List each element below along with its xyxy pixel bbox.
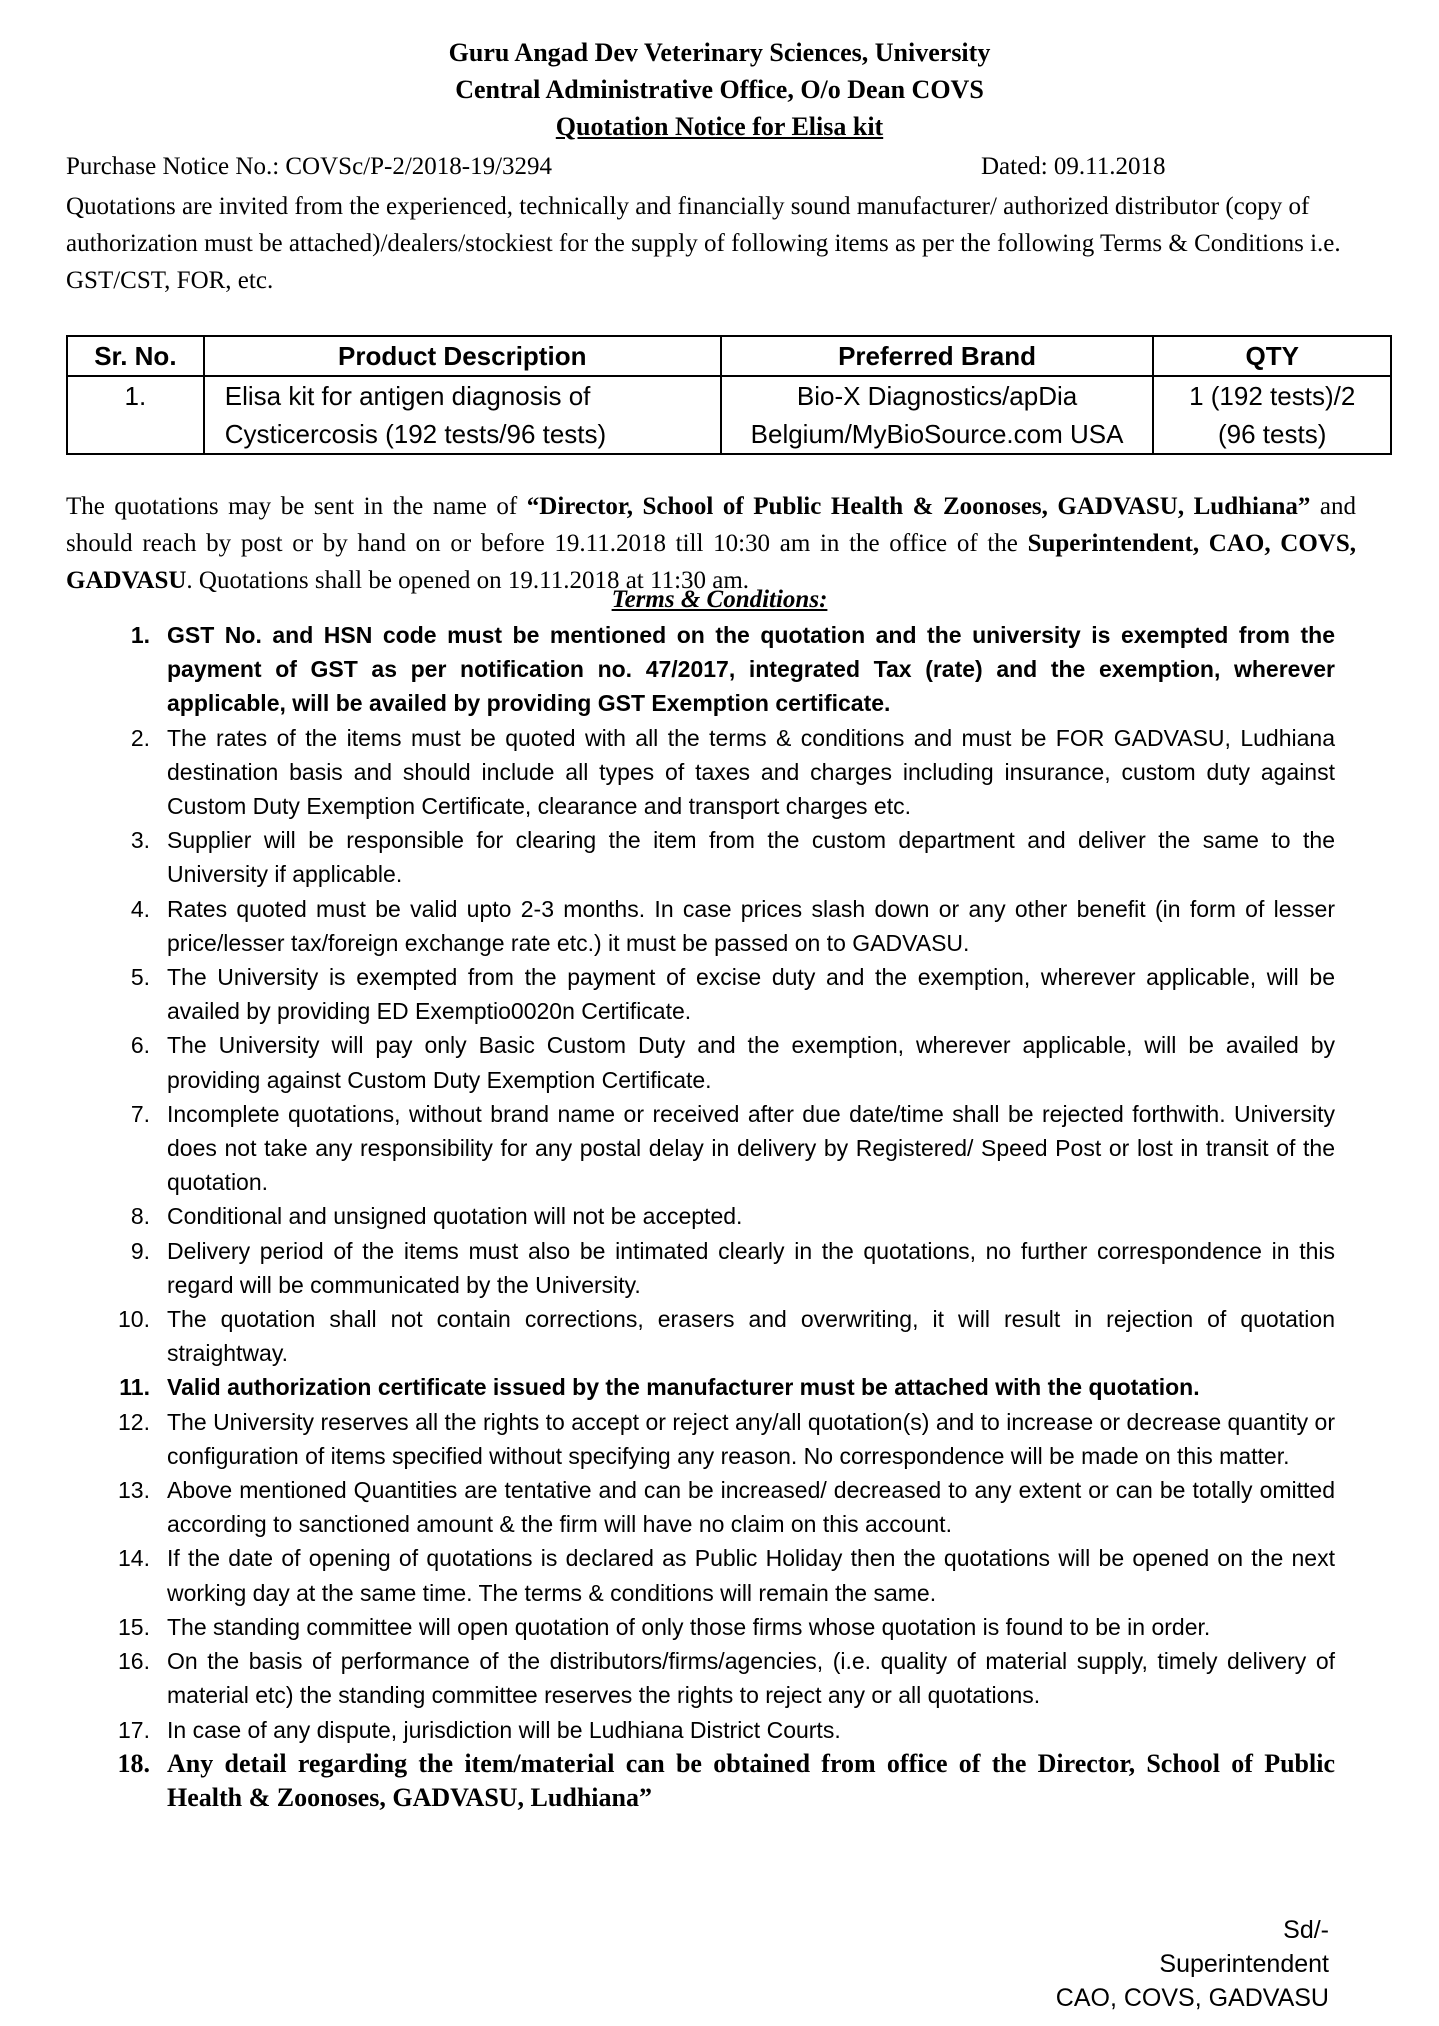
term-number: 5. <box>130 964 150 991</box>
term-text: The quotation shall not contain corrections, erasers and overwriting, it will result in rejection of quotation straightway. <box>167 1306 1335 1367</box>
list-item <box>110 823 1335 891</box>
term-number: 12. <box>118 1408 150 1435</box>
term-text: On the basis of performance of the distributors/firms/agencies, (i.e. quality of material supply, timely delivery of material etc) the standing committee reserves the rights to reject any or all quotations. <box>167 1648 1335 1709</box>
term-text: Supplier will be responsible for clearing the item from the custom department and deliver the same to the University if applicable. <box>167 827 1335 888</box>
intro-paragraph: Quotations are invited from the experienced, technically and financially sound manufacturer/ authorized distributor (copy of authorization must be attached)/dealers/stockiest for the supply of following items as per the following Terms & Conditions i.e. GST/CST, FOR, etc. <box>66 193 1341 294</box>
cell-qty <box>1153 376 1391 454</box>
list-item <box>110 1610 1335 1644</box>
term-text: Conditional and unsigned quotation will not be accepted. <box>167 1203 743 1230</box>
header-qty: QTY <box>1153 336 1391 376</box>
term-number: 3. <box>130 827 150 854</box>
term-number: 16. <box>118 1648 150 1675</box>
term-number: 17. <box>118 1716 150 1743</box>
list-item <box>110 1028 1335 1096</box>
para-text: The quotations may be sent in the name of <box>66 493 527 520</box>
list-item <box>110 1199 1335 1233</box>
term-number: 15. <box>118 1613 150 1640</box>
list-item <box>110 960 1335 1028</box>
term-text: Above mentioned Quantities are tentative and can be increased/ decreased to any extent or can be totally omitted according to sanctioned amount & the firm will have no claim on this account. <box>167 1477 1335 1538</box>
table-row <box>67 376 1391 454</box>
list-item <box>110 1405 1335 1473</box>
cell-sr-no: 1. <box>67 376 204 454</box>
list-item <box>110 1541 1335 1609</box>
term-text: Any detail regarding the item/material can be obtained from office of the Director, School of Public Health & Zoonoses, GADVASU, Ludhiana” <box>167 1748 1335 1812</box>
notice-date: Dated: 09.11.2018 <box>981 153 1166 180</box>
university-name: Guru Angad Dev Veterinary Sciences, University <box>448 38 991 67</box>
office-name: Central Administrative Office, O/o Dean COVS <box>455 75 984 104</box>
brand-line: Bio-X Diagnostics/apDia <box>796 381 1078 411</box>
header-product-description: Product Description <box>204 336 721 376</box>
signature-mark: Sd/- <box>1283 1916 1329 1944</box>
list-item <box>110 892 1335 960</box>
header-sr-no: Sr. No. <box>67 336 204 376</box>
term-number: 11. <box>119 1374 150 1401</box>
qty-line: 1 (192 tests)/2 <box>1189 381 1356 411</box>
term-number: 6. <box>130 1032 150 1059</box>
term-text: Rates quoted must be valid upto 2-3 months. In case prices slash down or any other benefit (in form of lesser price/lesser tax/foreign exchange rate etc.) it must be passed on to GADVASU. <box>167 895 1335 956</box>
signatory-office: CAO, COVS, GADVASU <box>1055 1984 1329 2012</box>
notice-row <box>66 153 1366 181</box>
term-number: 2. <box>130 724 150 751</box>
purchase-notice-number: Purchase Notice No.: COVSc/P-2/2018-19/3294 <box>66 153 553 180</box>
term-number: 10. <box>118 1306 150 1333</box>
list-item <box>110 1370 1335 1404</box>
term-number: 14. <box>118 1545 150 1572</box>
term-text: Valid authorization certificate issued by the manufacturer must be attached with the quotation. <box>167 1374 1200 1401</box>
list-item <box>110 618 1335 721</box>
term-number: 1. <box>130 622 150 648</box>
para-text: and should reach by post or by hand on or before 19.11.2018 till 10:30 am in the office of the <box>66 493 1356 557</box>
term-number: 9. <box>130 1237 150 1264</box>
submission-paragraph <box>66 488 1356 599</box>
addressee-name: “Director, School of Public Health & Zoonoses, GADVASU, Ludhiana” <box>526 493 1311 520</box>
term-text: If the date of opening of quotations is declared as Public Holiday then the quotations will be opened on the next working day at the same time. The terms & conditions will remain the same. <box>167 1545 1335 1606</box>
cell-preferred-brand <box>721 376 1154 454</box>
product-description-line: Cysticercosis (192 tests/96 tests) <box>224 419 607 449</box>
office-addressee: Superintendent, CAO, COVS, GADVASU <box>66 530 1356 594</box>
header-preferred-brand: Preferred Brand <box>721 336 1154 376</box>
term-number: 18. <box>117 1748 150 1778</box>
term-text: The rates of the items must be quoted with all the terms & conditions and must be FOR GADVASU, Ludhiana destination basis and should include all types of taxes and charges including insurance, custom duty against Custom Duty Exemption Certificate, clearance and transport charges etc. <box>167 724 1335 820</box>
list-item <box>110 721 1335 824</box>
list-item <box>110 1644 1335 1712</box>
brand-line: Belgium/MyBioSource.com USA <box>750 419 1124 449</box>
term-text: The standing committee will open quotation of only those firms whose quotation is found to be in order. <box>167 1613 1211 1640</box>
product-description-line: Elisa kit for antigen diagnosis of <box>224 381 591 411</box>
term-text: The University reserves all the rights to accept or reject any/all quotation(s) and to increase or decrease quantity or configuration of items specified without specifying any reason. No correspondence will be made on this matter. <box>167 1408 1335 1469</box>
term-text: Incomplete quotations, without brand name or received after due date/time shall be rejected forthwith. University does not take any responsibility for any postal delay in delivery by Registered/ Speed Post or lost in transit of the quotation. <box>167 1100 1335 1196</box>
para-text: . Quotations shall be opened on 19.11.2018 at 11:30 am. <box>186 567 750 594</box>
term-text: GST No. and HSN code must be mentioned on the quotation and the university is exempted from the payment of GST as per notification no. 47/2017, integrated Tax (rate) and the exemption, wherever applicable, will be availed by providing GST Exemption certificate. <box>167 622 1335 717</box>
list-item <box>110 1473 1335 1541</box>
signatory-title: Superintendent <box>1159 1950 1329 1978</box>
term-text: The University will pay only Basic Custom Duty and the exemption, wherever applicable, will be availed by providing against Custom Duty Exemption Certificate. <box>167 1032 1335 1093</box>
list-item <box>110 1302 1335 1370</box>
table-header-row <box>67 336 1391 376</box>
list-item <box>110 1234 1335 1302</box>
list-item <box>110 1097 1335 1200</box>
term-number: 8. <box>130 1203 150 1230</box>
term-text: Delivery period of the items must also be intimated clearly in the quotations, no further correspondence in this regard will be communicated by the University. <box>167 1237 1335 1298</box>
notice-title: Quotation Notice for Elisa kit <box>555 112 884 141</box>
list-item <box>110 1713 1335 1747</box>
items-table <box>66 335 1392 455</box>
terms-list <box>110 618 1335 1815</box>
qty-line: (96 tests) <box>1218 419 1327 449</box>
cell-product-description <box>204 376 721 454</box>
list-item <box>110 1747 1335 1815</box>
term-number: 4. <box>130 895 150 922</box>
terms-title: Terms & Conditions: <box>611 586 828 613</box>
term-text: The University is exempted from the payment of excise duty and the exemption, wherever applicable, will be availed by providing ED Exemptio0020n Certificate. <box>167 964 1335 1025</box>
term-text: In case of any dispute, jurisdiction will be Ludhiana District Courts. <box>167 1716 841 1743</box>
term-number: 13. <box>118 1477 150 1504</box>
term-number: 7. <box>130 1100 150 1127</box>
